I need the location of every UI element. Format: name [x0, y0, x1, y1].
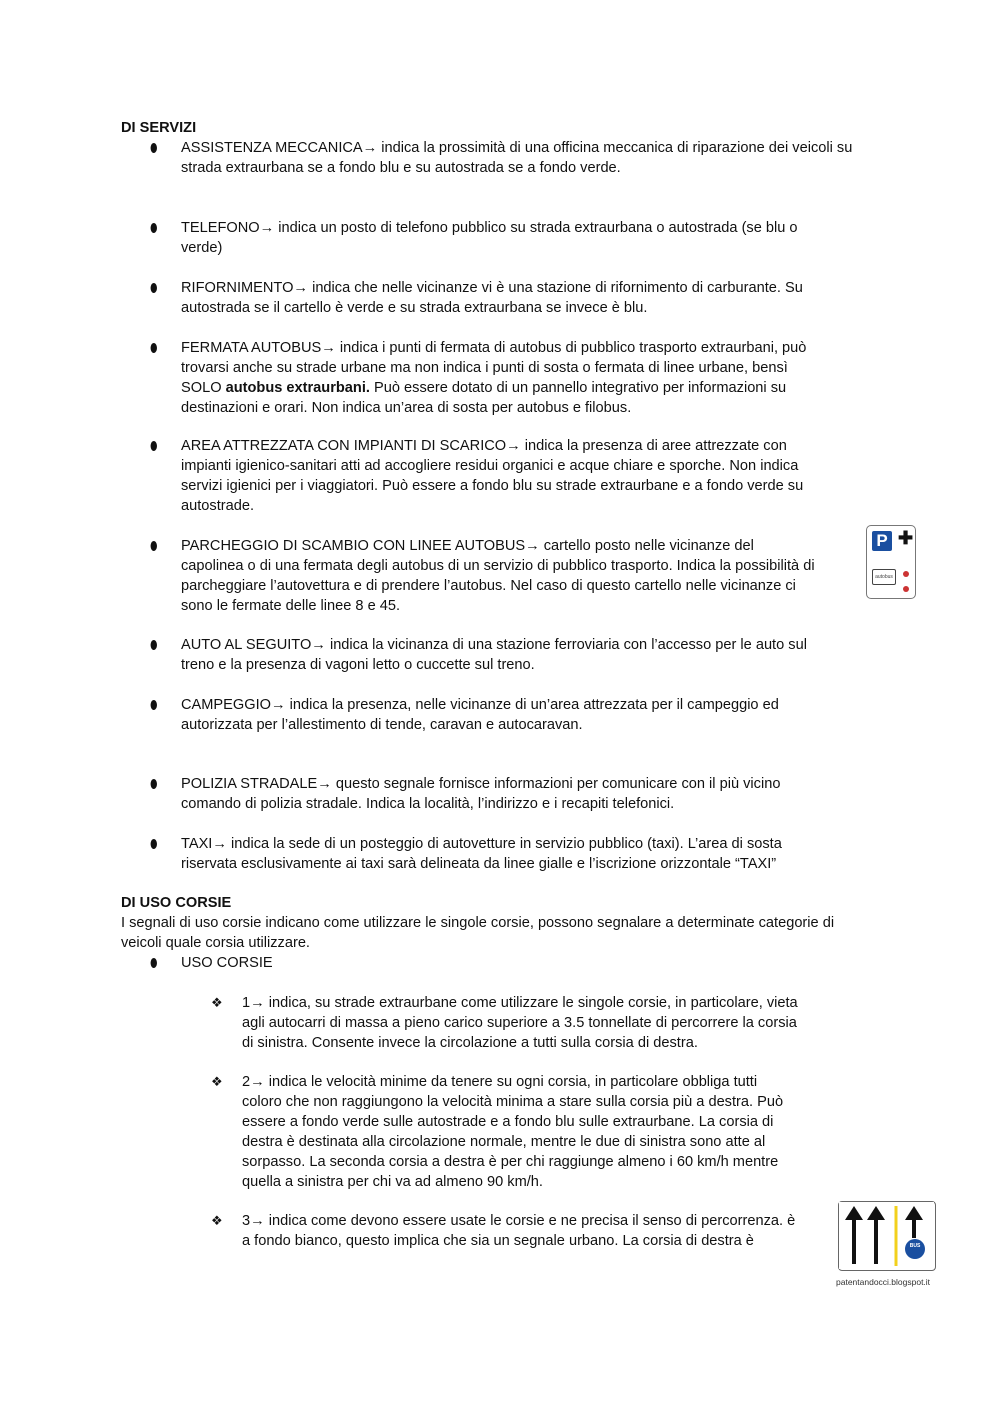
list-item-polizia-stradale: ⬮ POLIZIA STRADALE→ questo segnale fornisce informazioni per comunicare con il più vicino comando di polizia stradale. Indica la località, l’indirizzo e i recapiti telefonici. — [150, 776, 781, 812]
sublist-item-1: ❖ 1→ indica, su strade extraurbane come utilizzare le singole corsie, in particolare, vieta agli autocarri di massa a pieno carico superiore a 3.5 tonnellate di percorrere la corsia di sinistra. Consente invece la circolazione a tutti sulla corsia di destra. — [211, 995, 798, 1051]
diamond-bullet-icon: ❖ — [211, 1213, 223, 1228]
parking-exchange-sign-icon — [866, 525, 916, 599]
sublist-item-3: ❖ 3→ indica come devono essere usate le corsie e ne precisa il senso di percorrenza. è a fondo bianco, questo implica che sia un segnale urbano. La corsia di destra è — [211, 1213, 796, 1249]
lane-use-sign-icon — [838, 1201, 936, 1271]
diamond-bullet-icon: ❖ — [211, 1074, 223, 1089]
corsie-sublist — [121, 993, 881, 1251]
list-item-parcheggio-scambio: ⬮ PARCHEGGIO DI SCAMBIO CON LINEE AUTOBUS→ cartello posto nelle vicinanze del capolinea o di una fermata degli autobus di un servizio di pubblico trasporto. Indica la possibilità di parcheggiare l’autovettura e di prendere l’autobus. Nel caso di questo cartello nelle vicinanze ci sono le fermate delle linee 8 e 45. — [150, 538, 815, 614]
parking-letter: P — [872, 531, 892, 551]
section-title-servizi: DI SERVIZI — [121, 120, 197, 136]
list-item-assistenza: ⬮ ASSISTENZA MECCANICA→ indica la prossimità di una officina meccanica di riparazione dei veicoli su strada extraurbana se a fondo blu e su autostrada se a fondo verde. — [150, 140, 853, 176]
list-item-uso-corsie: ⬮ USO CORSIE — [150, 955, 273, 971]
sublist-item-2: ❖ 2→ indica le velocità minime da tenere su ogni corsia, in particolare obbliga tutti coloro che non raggiungono la velocità minima a stare sulla corsia più a destra. Può essere a fondo verde sulle autostrade e a fondo blu sulle extraurbane. La corsia di destra è destinata alla circolazione normale, mentre le due di sinistra sono atte al sorpasso. La seconda corsia a destra è per chi raggiunge almeno i 60 km/h mentre quella a sinistra per chi va ad almeno 90 km/h. — [211, 1074, 784, 1190]
bullet-icon: ⬮ — [150, 281, 158, 295]
bullet-icon: ⬮ — [150, 141, 158, 155]
corsie-intro: I segnali di uso corsie indicano come utilizzare le singole corsie, possono segnalare a determinate categorie di veicoli quale corsia utilizzare. — [121, 915, 835, 951]
header-mark — [488, 0, 519, 2]
cross-icon: ✚ — [898, 528, 914, 548]
red-dot-icon — [903, 586, 909, 592]
bullet-icon: ⬮ — [150, 698, 158, 712]
list-item-fermata-autobus: ⬮ FERMATA AUTOBUS→ indica i punti di fermata di autobus di pubblico trasporto extraurbani, può trovarsi anche su strade urbane ma non indica i punti di sosta o fermata di linee urbane, bensì SOLO autobus extraurbani. Può essere dotato di un pannello integrativo per informazioni su destinazioni e orari. Non indica un’area di sosta per autobus e filobus. — [150, 340, 807, 416]
list-item-taxi: ⬮ TAXI→ indica la sede di un posteggio di autovetture in servizio pubblico (taxi). L’area di sosta riservata esclusivamente ai taxi sarà delineata da linee gialle e l’iscrizione orizzontale “TAXI” — [150, 836, 782, 872]
red-dot-icon — [903, 571, 909, 577]
bold-text: autobus extraurbani. — [225, 380, 370, 396]
section-title-corsie: DI USO CORSIE — [121, 895, 232, 911]
list-item-telefono: ⬮ TELEFONO→ indica un posto di telefono pubblico su strada extraurbana o autostrada (se blu o verde) — [150, 220, 798, 256]
bullet-icon: ⬮ — [150, 956, 158, 970]
document-body — [121, 118, 881, 1251]
bus-circle-label: BUS — [909, 1243, 921, 1249]
bullet-icon: ⬮ — [150, 539, 158, 553]
corsie-list — [121, 953, 881, 973]
watermark-caption: patentandocci.blogspot.it — [836, 1277, 931, 1287]
bullet-icon: ⬮ — [150, 439, 158, 453]
bus-label: autobus — [872, 569, 896, 585]
lane-arrows-icon — [839, 1202, 934, 1269]
bullet-icon: ⬮ — [150, 221, 158, 235]
bullet-icon: ⬮ — [150, 341, 158, 355]
diamond-bullet-icon: ❖ — [211, 995, 223, 1010]
list-item-rifornimento: ⬮ RIFORNIMENTO→ indica che nelle vicinanze vi è una stazione di rifornimento di carburante. Su autostrada se il cartello è verde e su strada extraurbana se invece è blu. — [150, 280, 803, 316]
list-item-area-attrezzata: ⬮ AREA ATTREZZATA CON IMPIANTI DI SCARICO→ indica la presenza di aree attrezzate con impianti igienico-sanitari atti ad accogliere residui organici e acque chiare e sporche. Non indica servizi igienici per i viaggiatori. Può essere a fondo blu su strade extraurbane e a fondo verde su autostrade. — [150, 438, 804, 514]
bullet-icon: ⬮ — [150, 837, 158, 851]
list-item-campeggio: ⬮ CAMPEGGIO→ indica la presenza, nelle vicinanze di un’area attrezzata per il campeggio ed autorizzata per l’allestimento di tende, caravan e autocaravan. — [150, 697, 779, 733]
bullet-icon: ⬮ — [150, 638, 158, 652]
servizi-list — [121, 138, 881, 874]
bullet-icon: ⬮ — [150, 777, 158, 791]
list-item-auto-al-seguito: ⬮ AUTO AL SEGUITO→ indica la vicinanza di una stazione ferroviaria con l’accesso per le auto sul treno e la presenza di vagoni letto o cuccette sul treno. — [150, 637, 807, 673]
